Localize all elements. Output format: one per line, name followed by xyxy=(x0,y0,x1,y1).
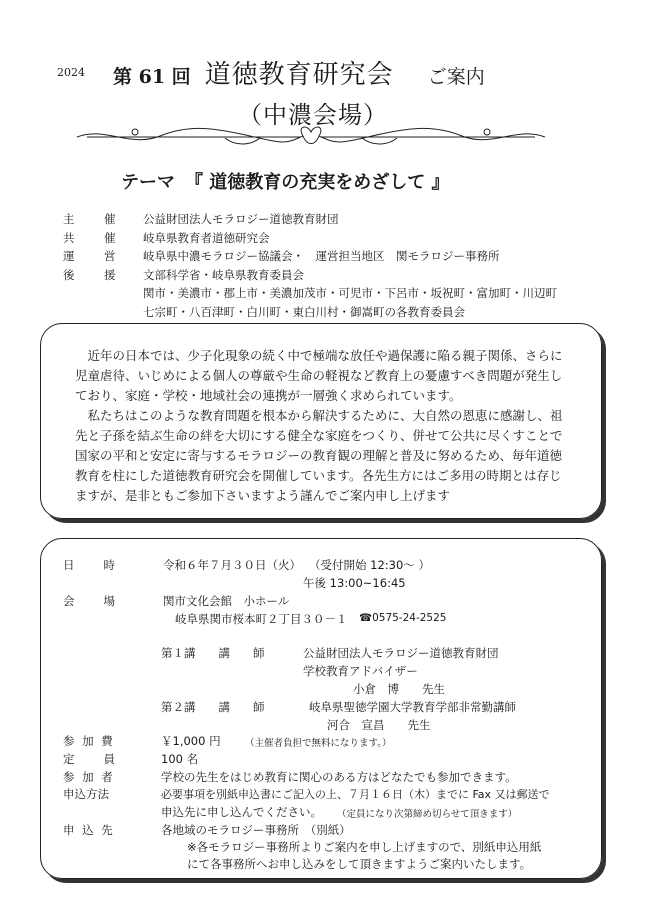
participants-value: 学校の先生をはじめ教育に関心のある方はどなたでも参加できます。 xyxy=(161,770,517,784)
organizer-label xyxy=(63,284,143,303)
event-title: 道徳教育研究会 xyxy=(204,60,394,90)
place-phone: ☎0575-24-2525 xyxy=(359,612,447,624)
organizer-label: 後 援 xyxy=(63,267,125,282)
theme-prefix: テーマ xyxy=(121,172,175,193)
lecturer1-label: 第１講 講 師 xyxy=(161,646,265,660)
capacity-label: 定 員 xyxy=(63,752,117,766)
organizer-label: 主 催 xyxy=(63,212,125,226)
place-name: 関市文化会館 小ホール xyxy=(163,594,290,608)
datetime-label: 日 時 xyxy=(63,558,117,572)
fee-value: ￥1,000 円 xyxy=(161,734,221,748)
capacity-value: 100 名 xyxy=(161,752,199,766)
organizer-row xyxy=(63,210,573,229)
reception-time: （受付開始 12:30～ ） xyxy=(309,558,430,572)
apply-label: 申込方法 xyxy=(63,787,109,801)
fee-note: （主催者負担で無料になります。） xyxy=(245,738,392,749)
lecturer2-label: 第２講 講 師 xyxy=(161,700,265,714)
lecturer1-role: 学校教育アドバイザー xyxy=(303,664,418,678)
guide-label: ご案内 xyxy=(427,66,485,88)
organizer-value: 公益財団法人モラロジー道徳教育財団 xyxy=(143,212,339,226)
lecturer2-name: 河合 宣昌 先生 xyxy=(327,718,431,732)
destination-note: ※各モラロジー事務所よりご案内を申し上げますので、別紙申込用紙 xyxy=(187,840,542,854)
destination-value: 各地域のモラロジー事務所 （別紙） xyxy=(161,823,351,837)
destination-note: にて各事務所へお申し込みをして頂きますようご案内いたします。 xyxy=(187,857,532,871)
lecturer1-name: 小倉 博 先生 xyxy=(353,682,445,696)
organizer-row xyxy=(63,247,573,266)
organizer-value: 関市・美濃市・郡上市・美濃加茂市・可児市・下呂市・坂祝町・富加町・川辺町 xyxy=(143,286,557,300)
page-title xyxy=(113,54,485,91)
organizer-list xyxy=(63,210,573,321)
organizer-value: 岐阜県中濃モラロジー協議会・ 運営担当地区 関モラロジー事務所 xyxy=(143,249,500,263)
lecturer2-org: 岐阜県聖徳学園大学教育学部非常勤講師 xyxy=(309,700,516,714)
event-date: 令和６年７月３０日（火） xyxy=(163,558,301,572)
intro-box xyxy=(40,323,602,519)
organizer-value: 岐阜県教育者道徳研究会 xyxy=(143,230,270,245)
organizer-row xyxy=(63,229,573,248)
place-address: 岐阜県関市桜本町２丁目３０－１ xyxy=(175,612,348,626)
fee-label: 参 加 費 xyxy=(63,734,115,748)
intro-paragraph: 私たちはこのような教育問題を根本から解決するために、大自然の恩恵に感謝し、祖先と子孫を結ぶ生命の絆を大切にする健全な家庭をつくり、併せて公共に尽くすことで国家の平和と安定に寄与するモラロジーの教育観の理解と普及に努めるため、毎年道徳教育を柱にした道徳教育研究会を開催しています。各先生方にはご多用の時期とは存じますが、是非ともご参加下さいますよう謹んでご案内申し上げます xyxy=(75,408,563,503)
apply-note: （定員になり次第締め切らせて頂きます） xyxy=(337,809,518,820)
place-label: 会 場 xyxy=(63,594,117,608)
theme-heading xyxy=(121,168,450,194)
organizer-label xyxy=(63,303,143,322)
event-time: 午後 13:00~16:45 xyxy=(303,576,406,590)
theme-text: 『 道徳教育の充実をめざして 』 xyxy=(185,172,450,193)
intro-paragraph: 近年の日本では、少子化現象の続く中で極端な放任や過保護に陥る親子関係、さらに児童虐待、いじめによる個人の尊厳や生命の軽視など教育上の憂慮すべき問題が発生しており、家庭・学校・地域社会の連携が一層強く求められています。 xyxy=(75,348,563,403)
organizer-value: 文部科学省・岐阜県教育委員会 xyxy=(143,267,304,282)
participants-label: 参 加 者 xyxy=(63,770,115,784)
session-number: 第 61 回 xyxy=(113,66,191,88)
ornament-divider-icon xyxy=(75,124,547,150)
organizer-row xyxy=(63,284,573,303)
destination-label: 申 込 先 xyxy=(63,823,115,837)
details-box xyxy=(40,538,602,879)
apply-line2: 申込先に申し込んでください。 xyxy=(161,805,322,819)
organizer-row xyxy=(63,266,573,285)
year: 2024 xyxy=(57,66,85,79)
organizer-label: 運 営 xyxy=(63,249,125,263)
venue-subtitle: （中濃会場） xyxy=(238,101,388,129)
organizer-row xyxy=(63,303,573,322)
organizer-value: 七宗町・八百津町・白川町・東白川村・御嵩町の各教育委員会 xyxy=(143,304,465,319)
organizer-label: 共 催 xyxy=(63,230,125,245)
lecturer1-org: 公益財団法人モラロジー道徳教育財団 xyxy=(303,646,499,660)
apply-line1: 必要事項を別紙申込書にご記入の上、７月１６日（木）までに Fax 又は郵送で xyxy=(161,788,550,801)
